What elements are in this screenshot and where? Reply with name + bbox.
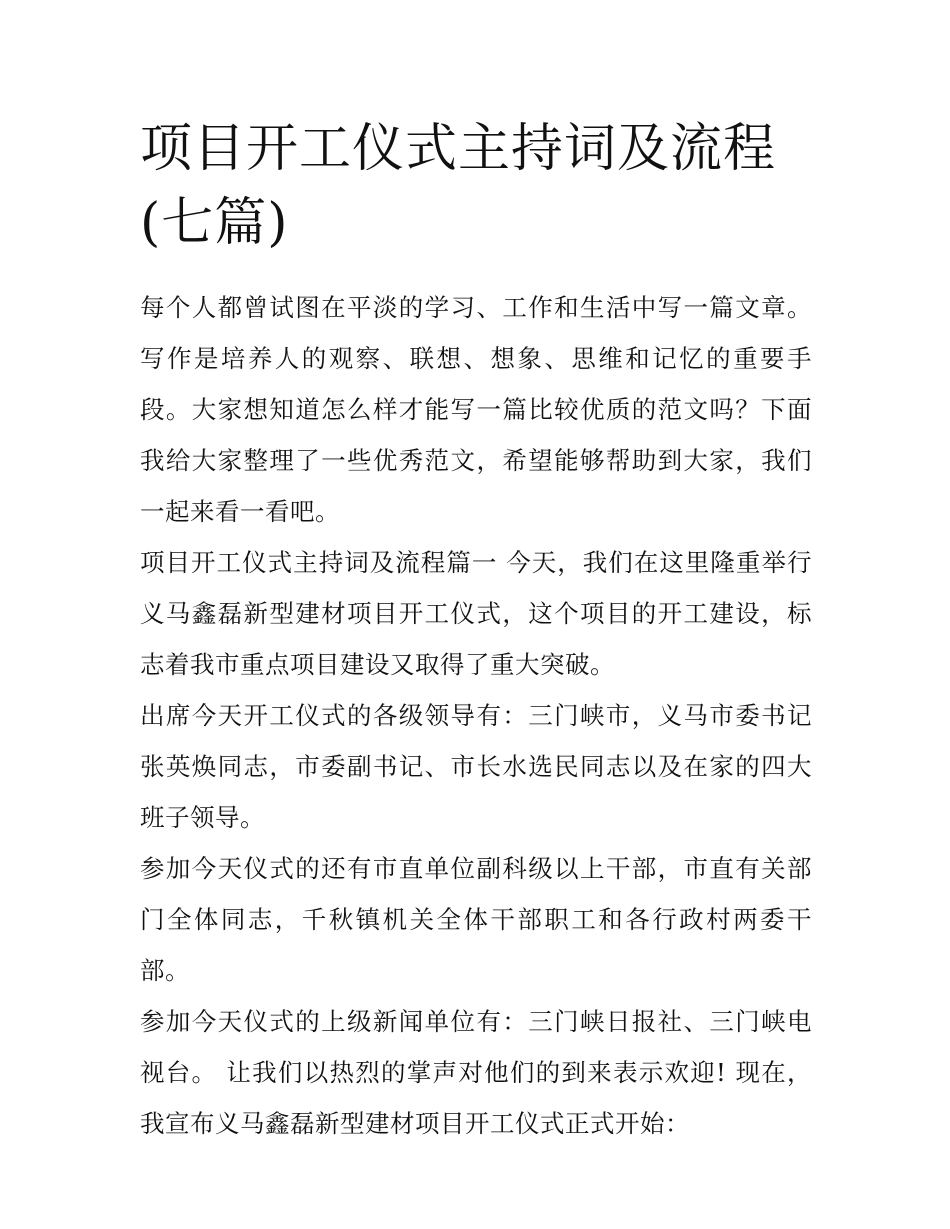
paragraph-press: 参加今天仪式的上级新闻单位有：三门峡日报社、三门峡电视台。 让我们以热烈的掌声对他们的到来表示欢迎! 现在，我宣布义马鑫磊新型建材项目开工仪式正式开始：: [140, 1007, 812, 1138]
paragraph-attendees: 参加今天仪式的还有市直单位副科级以上干部，市直有关部门全体同志，千秋镇机关全体干部职工和各行政村两委干部。: [140, 854, 812, 985]
paragraph-intro: 每个人都曾试图在平淡的学习、工作和生活中写一篇文章。写作是培养人的观察、联想、想象、思维和记忆的重要手段。大家想知道怎么样才能写一篇比较优质的范文吗？下面我给大家整理了一些优秀范文，希望能够帮助到大家，我们一起来看一看吧。: [140, 293, 812, 526]
paragraph-opening: 项目开工仪式主持词及流程篇一 今天，我们在这里隆重举行义马鑫磊新型建材项目开工仪式，这个项目的开工建设，标志着我市重点项目建设又取得了重大突破。: [140, 548, 812, 679]
paragraph-leaders: 出席今天开工仪式的各级领导有：三门峡市，义马市委书记张英焕同志，市委副书记、市长水选民同志以及在家的四大班子领导。: [140, 701, 812, 832]
document-title: 项目开工仪式主持词及流程(七篇): [140, 119, 777, 253]
document-page: [140, 112, 812, 1149]
